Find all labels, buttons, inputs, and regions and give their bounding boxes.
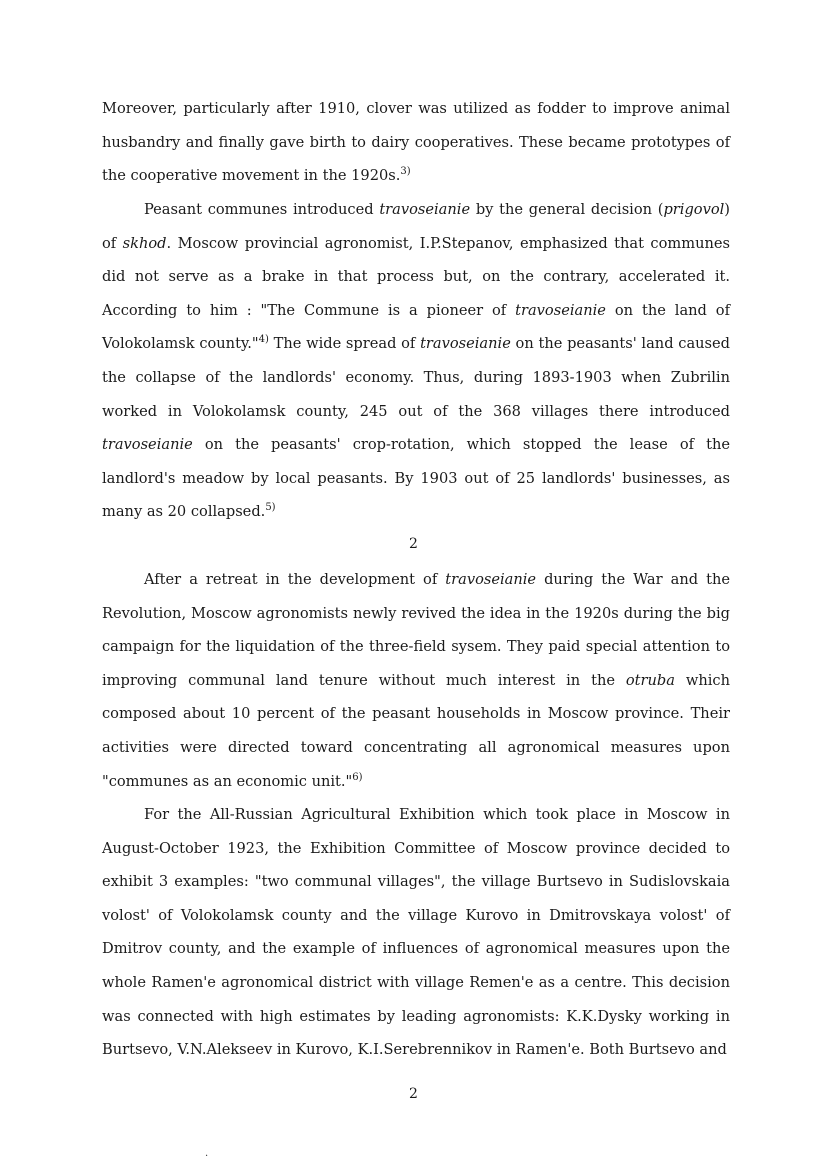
text-run: For the All-Russian Agricultural Exhibition which took place in Moscow in August-October 1923, the Exhibition Committee of Moscow province decided to exhibit 3 examples: "two communal villages", the village Burtsevo in Sudislovskaia volost' of Volokolamsk county and the village Kurovo in Dmitrovskaya volost' of Dmitrov county, and the example of influences of agronomical measures upon the whole Ramen'e agronomical district with village Remen'e as a centre. This decision was connected with high estimates by leading agronomists: K.K.Dysky working in Burtsevo, V.N.Alekseev in Kurovo, K.I.Serebrennikov in Ramen'e. Both Burtsevo and [102,806,730,1059]
section-number: 2 [409,536,418,552]
paragraph-peasant-communes [102,193,730,529]
text-run: on the peasants' land caused the collapse of the landlords' economy. Thus, during 1893-1903 when Zubrilin worked in Volokolamsk county, 245 out of the 368 villages there introduced [102,335,731,420]
italic-term: travoseianie [420,335,511,353]
italic-term: skhod [122,234,167,252]
text-run: Peasant communes introduced [144,201,380,218]
text-run: ) of [102,201,730,252]
italic-term: travoseianie [379,201,471,218]
text-run: . Moscow provincial agronomist, I.P.Stepanov, emphasized that communes did not serve as a brake in that process but, on the contrary, accelerated it. According to him : "The Commune is a pioneer of [102,234,730,319]
text-run: which composed about 10 percent of the peasant households in Moscow province. Their activities were directed toward concentrating all agronomical measures upon "communes as an economic unit." [102,671,730,790]
text-run: on the land of Volokolamsk county." [102,301,730,353]
italic-term: travoseianie [515,301,606,319]
italic-term: travoseianie [445,571,537,588]
footnote-marker: 4) [258,334,269,346]
text-run: Moreover, particularly after 1910, clover was utilized as fodder to improve animal husbandry and finally gave birth to dairy cooperatives. These became prototypes of the cooperative movement in the 1920s. [102,100,730,185]
footnote-marker: 3) [400,166,411,178]
text-run: After a retreat in the development of [144,571,446,588]
text-run: by the general decision ( [470,201,664,218]
paragraph-after-retreat [102,563,730,798]
footnote-marker: 5) [265,502,276,514]
stray-mark: . [205,1148,209,1159]
italic-term: otruba [625,671,675,689]
italic-term: travoseianie [102,436,193,454]
paragraph-clover [102,92,730,193]
paragraph-exhibition [102,798,730,1067]
footnote-marker: 6) [352,771,363,783]
text-run: on the peasants' crop-rotation, which stopped the lease of the landlord's meadow by local peasants. By 1903 out of 25 landlords' businesses, as many as 20 collapsed. [102,436,730,521]
italic-term: prigovol [663,201,725,218]
text-run: during the War and the Revolution, Moscow agronomists newly revived the idea in the 1920s during the big campaign for the liquidation of the three-field sysem. They paid special attention to improving communal land tenure without much interest in the [102,571,730,689]
page-number: 2 [409,1086,418,1102]
text-run: The wide spread of [268,335,421,353]
